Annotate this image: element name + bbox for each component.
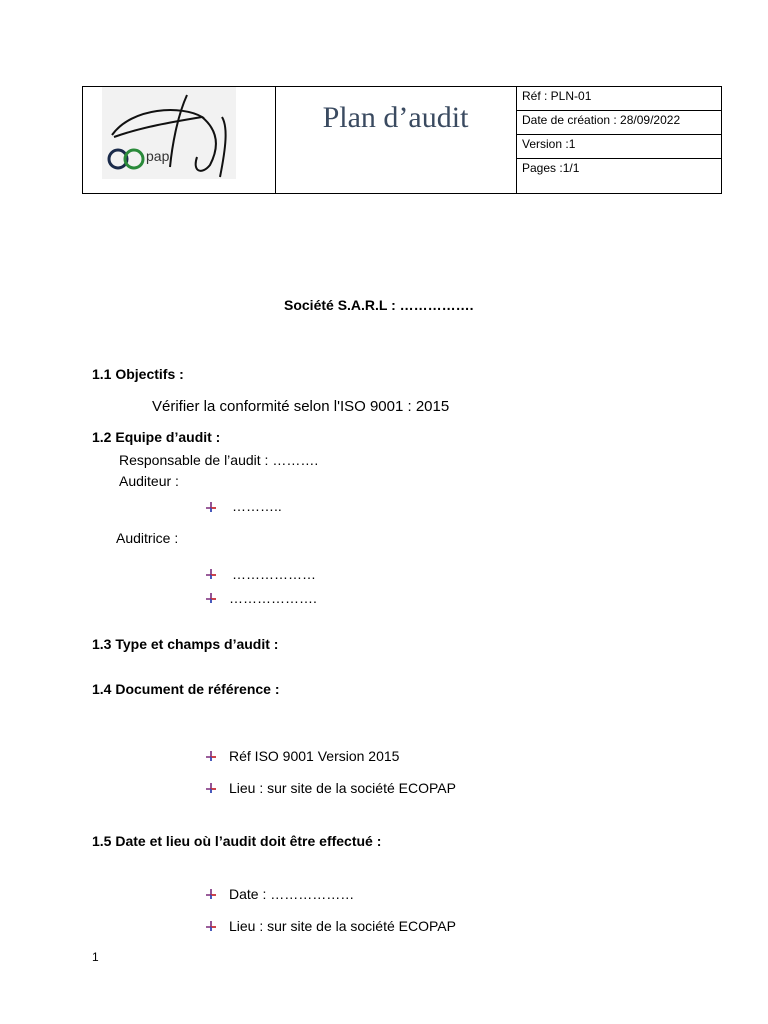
- auditeur-label: Auditeur :: [119, 473, 179, 489]
- section-document-title: 1.4 Document de référence :: [92, 681, 280, 697]
- meta-pages: Pages :1/1: [522, 161, 580, 175]
- section-objectifs-title: 1.1 Objectifs :: [92, 366, 184, 382]
- meta-reference: Réf : PLN-01: [516, 87, 721, 111]
- company-line: Société S.A.R.L : …………….: [284, 297, 474, 313]
- page-number: 1: [92, 950, 99, 964]
- auditrice-label: Auditrice :: [116, 530, 179, 546]
- title-cell: [275, 87, 517, 193]
- meta-creation-date: Date de création : 28/09/2022: [516, 111, 721, 135]
- date-item: Lieu : sur site de la société ECOPAP: [229, 918, 456, 934]
- responsable-line: Responsable de l’audit : ……….: [119, 452, 319, 468]
- section-equipe-title: 1.2 Equipe d’audit :: [92, 429, 221, 445]
- document-item: Réf ISO 9001 Version 2015: [229, 748, 400, 764]
- document-item: Lieu : sur site de la société ECOPAP: [229, 780, 456, 796]
- document-meta: [516, 87, 721, 193]
- date-item: Date : ………………: [229, 886, 355, 902]
- section-date-title: 1.5 Date et lieu où l’audit doit être effectué :: [92, 833, 382, 849]
- bullet-icon: [206, 569, 216, 579]
- logo-cell: [83, 87, 276, 193]
- meta-version: Version :1: [516, 135, 721, 159]
- ecopap-logo: [102, 87, 236, 179]
- auditrice-item: ……………….: [229, 590, 317, 606]
- logo-text: pap: [146, 148, 170, 164]
- bullet-icon: [206, 889, 216, 899]
- bullet-icon: [206, 783, 216, 793]
- bullet-icon: [206, 921, 216, 931]
- bullet-icon: [206, 502, 216, 512]
- bullet-icon: [206, 751, 216, 761]
- bullet-icon: [206, 593, 216, 603]
- auditeur-item: ………..: [232, 498, 282, 514]
- objectifs-text: Vérifier la conformité selon l'ISO 9001 : 2015: [152, 398, 450, 415]
- document-header-table: [82, 86, 722, 194]
- document-title: Plan d’audit: [322, 101, 469, 134]
- section-type-title: 1.3 Type et champs d’audit :: [92, 636, 279, 652]
- auditrice-item: ………………: [232, 566, 316, 582]
